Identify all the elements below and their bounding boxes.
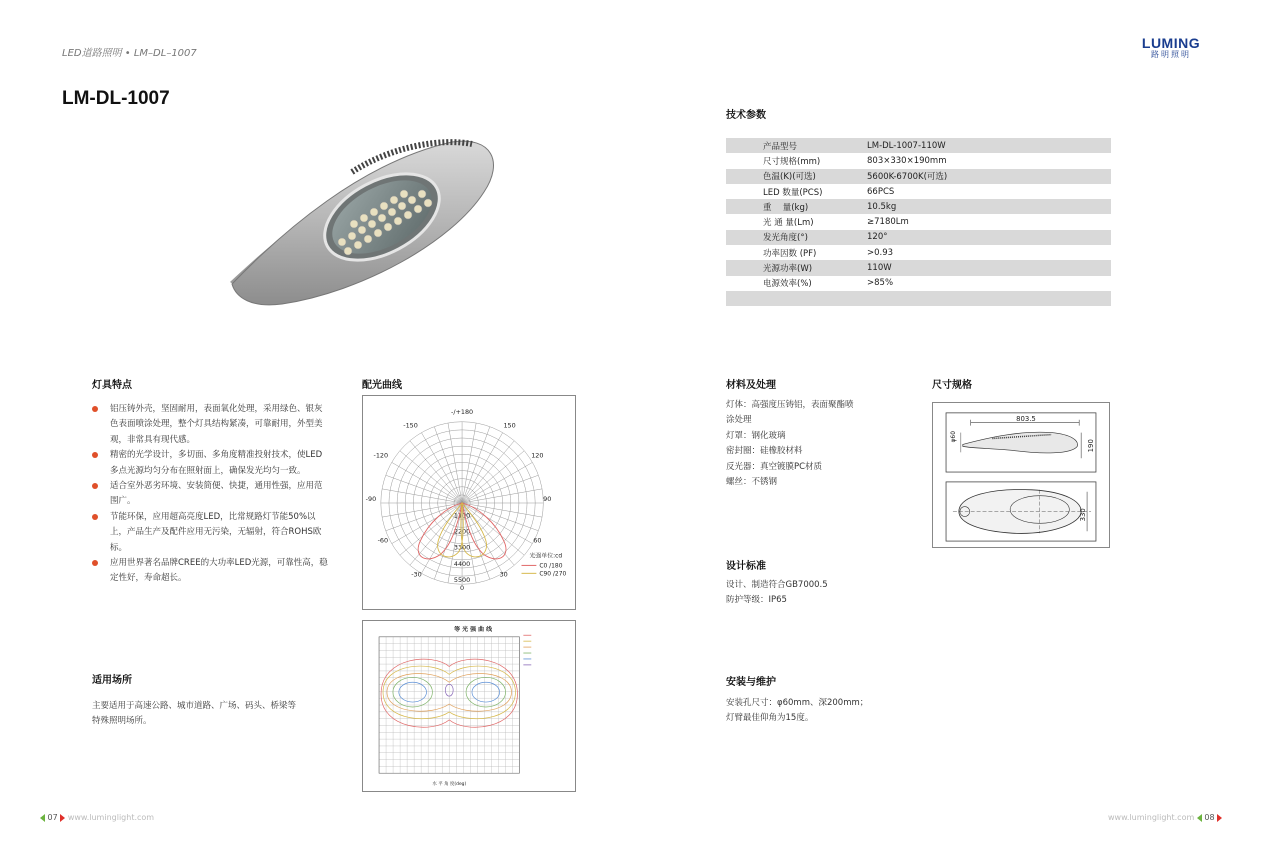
spec-key: 发光角度(°) [726,230,867,245]
polar-angle-label: 150 [503,421,516,430]
spec-key [726,291,867,306]
polar-angle-label: 90 [543,495,552,504]
footer-right [1108,813,1222,822]
curve-heading: 配光曲线 [362,380,402,391]
spec-key: 电源效率(%) [763,279,812,290]
next-arrow-icon [60,814,65,822]
polar-angle-label: 0 [460,584,465,593]
table-row [726,214,1111,229]
material-heading: 材料及处理 [726,380,776,391]
spec-value: >0.93 [867,247,894,258]
dimension-drawing [932,402,1110,548]
table-row [726,245,1111,260]
brand-logo [1134,36,1208,60]
footer-left [40,813,154,822]
polar-angle-label: -150 [403,421,418,430]
spec-value: LM-DL-1007-110W [867,138,1111,153]
polar-radial-label: 5500 [453,576,471,585]
bullet-icon [92,514,98,520]
polar-radial-label: 3300 [453,543,471,552]
spec-value: 66PCS [867,186,895,197]
width-label: 330 [1079,508,1088,522]
page-number-left: 07 [47,813,58,822]
spec-key: 光源功率(W) [726,260,867,275]
table-row [726,153,1111,168]
street-lamp-image [222,132,498,310]
isolux-xlabel: 水 平 角 度(deg) [432,782,467,788]
legend-title: 光强单位:cd [529,552,563,560]
polar-angle-label: -30 [411,570,422,579]
table-row [726,199,1111,214]
polar-angle-label: -90 [365,495,377,504]
prev-arrow-icon [40,814,45,822]
legend-c90: C90 /270 [539,570,567,578]
polar-radial-label: 4400 [453,560,471,569]
features-heading: 灯具特点 [92,380,132,391]
specs-heading: 技术参数 [726,110,766,121]
footer-url-right[interactable]: www.luminglight.com [1108,813,1195,822]
spec-value: 5600K-6700K(可选) [867,169,1111,184]
spec-value: ≥7180Lm [867,217,909,228]
list-item: 铝压铸外壳，坚固耐用，表面氧化处理，采用绿色、银灰色表面喷涂处理，整个灯具结构紧凑，可靠耐用，外型美观，非常具有现代感。 [92,402,328,448]
length-label: 803.5 [1016,414,1036,423]
isolux-chart [362,620,576,792]
list-item: 应用世界著名品牌CREE的大功率LED光源，可靠性高，稳定性好，寿命超长。 [92,556,328,587]
spec-value: 803×330×190mm [867,155,947,166]
spec-value: 120° [867,230,1111,245]
polar-radial-label: 2200 [453,527,471,536]
breadcrumb: LED道路照明 • LM–DL–1007 [62,48,197,59]
prev-arrow-icon [1197,814,1202,822]
table-row [726,138,1111,153]
spec-value: 110W [867,260,1111,275]
footer-url-left[interactable]: www.luminglight.com [67,813,155,822]
logo-subtext: 路明照明 [1151,50,1191,59]
bullet-icon [92,560,98,566]
list-item: 节能环保，应用超高亮度LED，比常规路灯节能50%以上，产品生产及配件应用无污染，无辐射，符合ROHS欧标。 [92,510,328,556]
table-row [726,230,1111,245]
spec-key: 光 通 量(Lm) [763,218,814,229]
bullet-icon [92,452,98,458]
table-row [726,291,1111,306]
spec-key: LED 数量(PCS) [763,187,823,198]
list-item: 精密的光学设计，多切面、多角度精准投射技术，使LED多点光源均匀分布在照射面上，确保发光均匀一致。 [92,448,328,479]
next-arrow-icon [1217,814,1222,822]
table-row [726,276,1111,291]
material-text: 灯体：高强度压铸铝，表面聚酯喷 涂处理 灯罩：钢化玻璃 密封圈：硅橡胶材料 反光器：真空镀膜PC材质 螺丝：不锈钢 [726,400,854,488]
table-row [726,260,1111,275]
height-label: 190 [1087,439,1095,453]
page-title: LM-DL-1007 [62,88,170,109]
polar-chart [362,395,576,610]
dimension-heading: 尺寸规格 [932,380,972,391]
standard-heading: 设计标准 [726,561,766,572]
spec-value: 10.5kg [867,199,1111,214]
polar-angle-label: 30 [499,570,508,579]
table-row [726,184,1111,199]
table-row [726,169,1111,184]
install-heading: 安装与维护 [726,677,776,688]
page-number-right: 08 [1204,813,1215,822]
spec-key: 产品型号 [726,138,867,153]
bullet-icon [92,483,98,489]
application-heading: 适用场所 [92,675,132,686]
legend-c0: C0 /180 [539,562,563,570]
spec-value [867,291,1111,306]
polar-angle-label: -120 [373,451,389,460]
spec-key: 重 量(kg) [726,199,867,214]
diameter-label: φ60 [950,431,957,443]
spec-table [726,138,1111,306]
polar-angle-label: 60 [533,536,542,545]
polar-angle-label: -/+180 [451,407,474,416]
spec-key: 尺寸规格(mm) [763,156,821,167]
side-view-shape [963,432,1078,453]
application-text: 主要适用于高速公路、城市道路、广场、码头、桥梁等 特殊照明场所。 [92,701,297,727]
spec-key: 功率因数 (PF) [763,248,817,259]
spec-key: 色温(K)(可选) [726,169,867,184]
spec-value: >85% [867,278,894,289]
polar-angle-label: 120 [531,451,544,460]
standard-text: 设计、制造符合GB7000.5 防护等级：IP65 [726,580,828,606]
logo-text: LUMING [1141,35,1201,51]
isolux-title: 等 光 强 曲 线 [454,625,493,633]
install-text: 安装孔尺寸：φ60mm、深200mm； 灯臂最佳仰角为15度。 [726,698,869,724]
list-item: 适合室外恶劣环境、安装简便、快捷，通用性强，应用范围广。 [92,479,328,510]
features-list [92,402,328,587]
polar-angle-label: -60 [377,536,389,545]
bullet-icon [92,406,98,412]
polar-radial-label: 1100 [453,511,471,520]
